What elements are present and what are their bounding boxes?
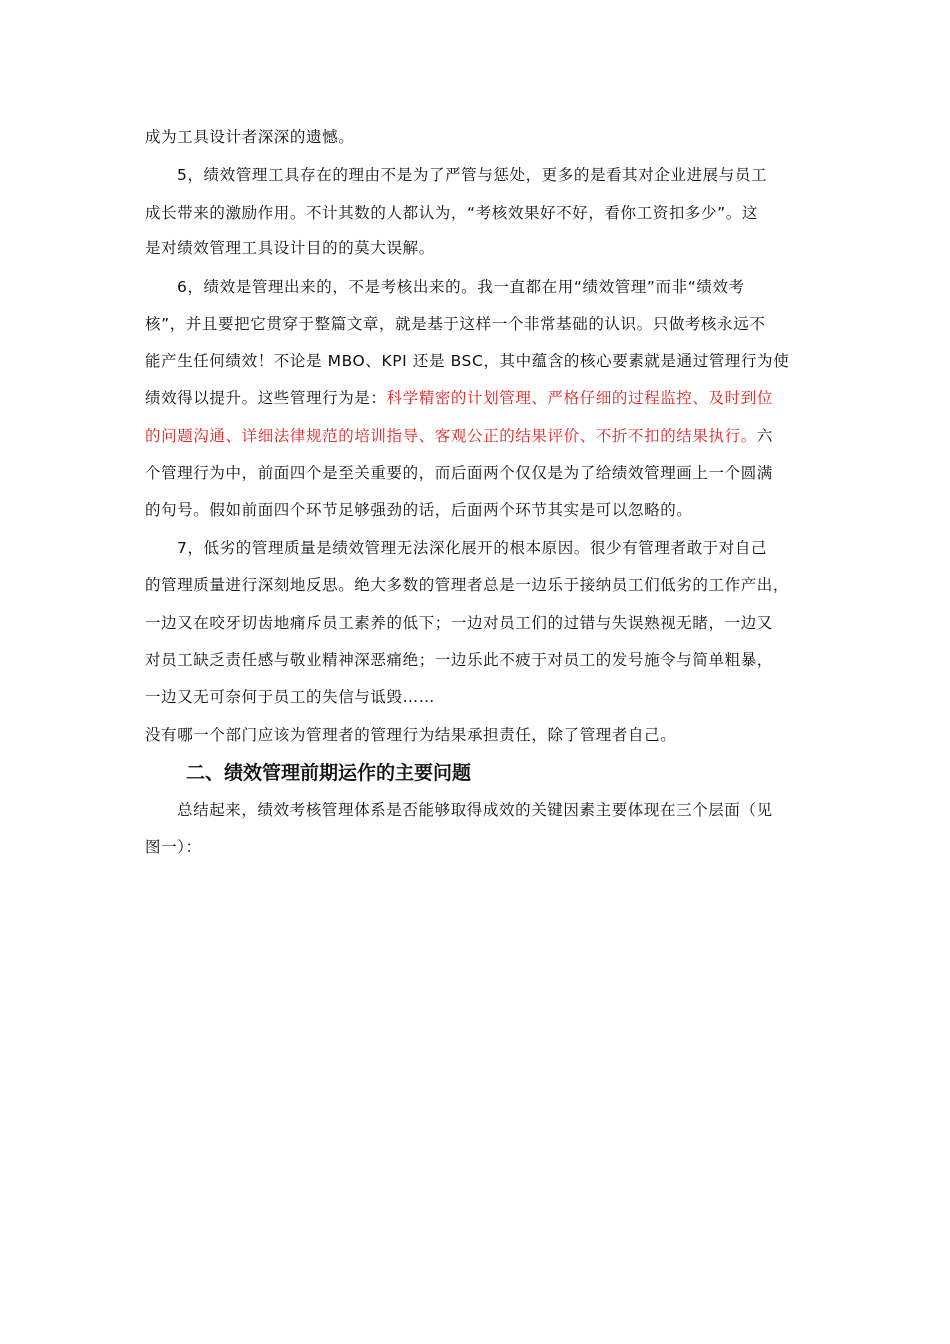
paragraph-9-line-2: 图一）： [145, 838, 202, 856]
paragraph-8: 没有哪一个部门应该为管理者的管理行为结果承担责任，除了管理者自己。 [145, 726, 677, 744]
paragraph-line: 成为工具设计者深深的遗憾。 [145, 128, 355, 146]
paragraph-5-line-1: 5，绩效管理工具存在的理由不是为了严管与惩处，更多的是看其对企业进展与员工 [177, 166, 768, 184]
highlight-red-text: 的问题沟通、详细法律规范的培训指导、客观公正的结果评价、不折不扣的结果执行。 [145, 427, 757, 445]
paragraph-5-line-2: 成长带来的激励作用。不计其数的人都认为，“考核效果好不好，看你工资扣多少”。这 [145, 204, 758, 222]
paragraph-7-line-1: 7，低劣的管理质量是绩效管理无法深化展开的根本原因。很少有管理者敢于对自己 [177, 539, 768, 557]
paragraph-7-line-4: 对员工缺乏责任感与敬业精神深恶痛绝；一边乐此不疲于对员工的发号施令与简单粗暴， [145, 651, 773, 669]
paragraph-6-line-7: 的句号。假如前面四个环节足够强劲的话，后面两个环节其实是可以忽略的。 [145, 501, 693, 519]
section-heading: 二、绩效管理前期运作的主要问题 [186, 762, 472, 784]
paragraph-6-line-3: 能产生任何绩效！不论是 MBO、KPI 还是 BSC，其中蕴含的核心要素就是通过管理行为使 [145, 352, 790, 370]
paragraph-6-line-4 [145, 388, 773, 408]
text-black: 六 [756, 427, 773, 445]
paragraph-6-line-5 [145, 426, 773, 446]
paragraph-6-line-6: 个管理行为中，前面四个是至关重要的，而后面两个仅仅是为了给绩效管理画上一个圆满 [145, 464, 773, 482]
paragraph-6-line-1: 6，绩效是管理出来的，不是考核出来的。我一直都在用“绩效管理”而非“绩效考 [177, 278, 745, 296]
paragraph-7-line-5: 一边又无可奈何于员工的失信与诋毁…… [145, 688, 435, 706]
paragraph-6-line-2: 核”，并且要把它贯穿于整篇文章，就是基于这样一个非常基础的认识。只做考核永远不 [145, 315, 766, 333]
highlight-red-text: 科学精密的计划管理、严格仔细的过程监控、及时到位 [386, 389, 773, 407]
paragraph-7-line-3: 一边又在咬牙切齿地痛斥员工素养的低下；一边对员工们的过错与失误熟视无睹，一边又 [145, 614, 773, 632]
paragraph-9-line-1: 总结起来，绩效考核管理体系是否能够取得成效的关键因素主要体现在三个层面（见 [177, 801, 773, 819]
text-black: 绩效得以提升。这些管理行为是： [145, 389, 387, 407]
paragraph-7-line-2: 的管理质量进行深刻地反思。绝大多数的管理者总是一边乐于接纳员工们低劣的工作产出， [145, 576, 790, 594]
paragraph-5-line-3: 是对绩效管理工具设计目的的莫大误解。 [145, 239, 435, 257]
